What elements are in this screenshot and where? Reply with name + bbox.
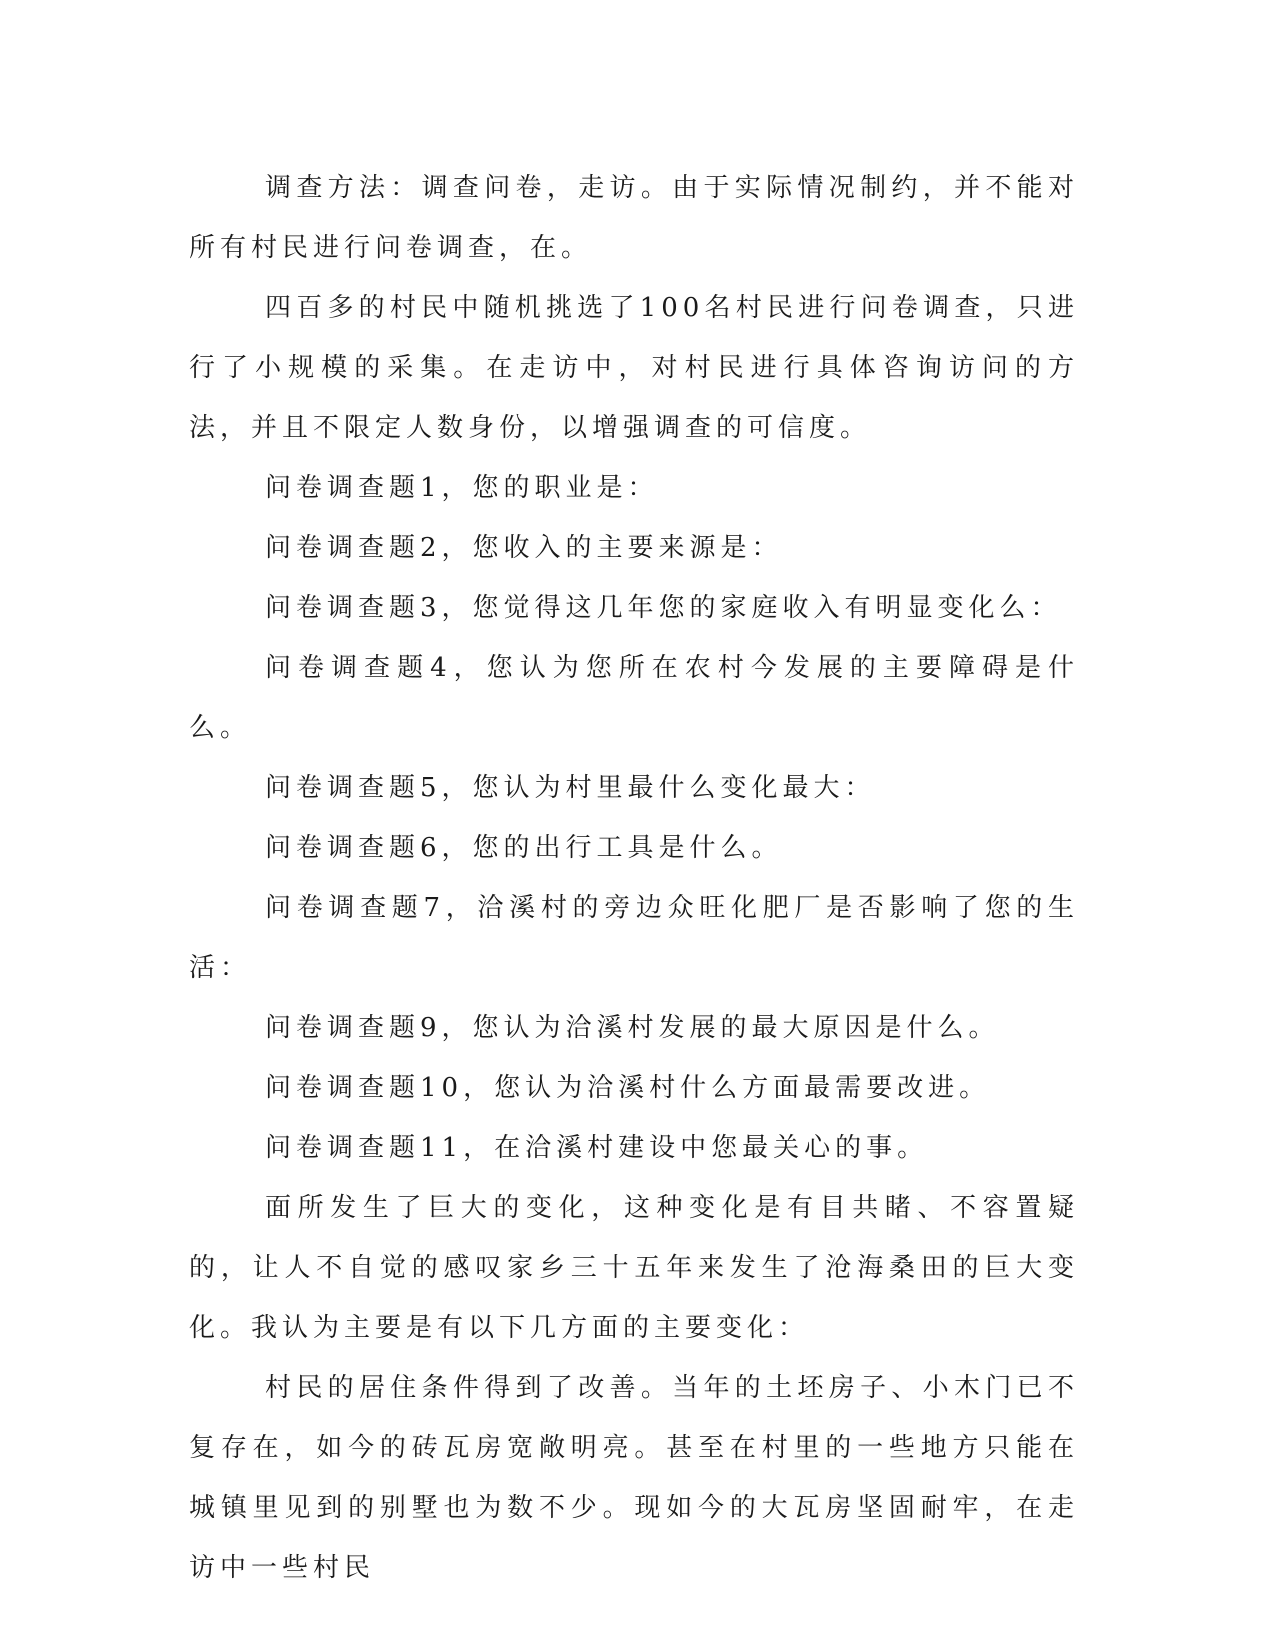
survey-question-11: 问卷调查题11，在洽溪村建设中您最关心的事。 <box>265 1133 929 1163</box>
document-body <box>189 158 1079 1598</box>
paragraph-changes-intro: 面所发生了巨大的变化，这种变化是有目共睹、不容置疑的，让人不自觉的感叹家乡三十五年来发生了沧海桑田的巨大变化。我认为主要是有以下几方面的主要变化： <box>189 1193 1079 1343</box>
survey-question-2: 问卷调查题2，您收入的主要来源是： <box>265 533 783 563</box>
survey-question-1: 问卷调查题1，您的职业是： <box>265 473 659 503</box>
paragraph-survey-method: 调查方法：调查问卷，走访。由于实际情况制约，并不能对所有村民进行问卷调查，在。 <box>189 173 1079 263</box>
survey-question-5: 问卷调查题5，您认为村里最什么变化最大： <box>265 773 876 803</box>
survey-question-10: 问卷调查题10，您认为洽溪村什么方面最需要改进。 <box>265 1073 991 1103</box>
survey-question-9: 问卷调查题9，您认为洽溪村发展的最大原因是什么。 <box>265 1013 1000 1043</box>
survey-question-4: 问卷调查题4，您认为您所在农村今发展的主要障碍是什么。 <box>189 653 1079 743</box>
survey-question-6: 问卷调查题6，您的出行工具是什么。 <box>265 833 783 863</box>
paragraph-sampling: 四百多的村民中随机挑选了100名村民进行问卷调查，只进行了小规模的采集。在走访中，对村民进行具体咨询访问的方法，并且不限定人数身份，以增强调查的可信度。 <box>189 293 1079 443</box>
survey-question-7: 问卷调查题7，洽溪村的旁边众旺化肥厂是否影响了您的生活： <box>189 893 1079 983</box>
paragraph-housing: 村民的居住条件得到了改善。当年的土坯房子、小木门已不复存在，如今的砖瓦房宽敞明亮。甚至在村里的一些地方只能在城镇里见到的别墅也为数不少。现如今的大瓦房坚固耐牢，在走访中一些村民 <box>189 1373 1079 1583</box>
survey-question-3: 问卷调查题3，您觉得这几年您的家庭收入有明显变化么： <box>265 593 1062 623</box>
